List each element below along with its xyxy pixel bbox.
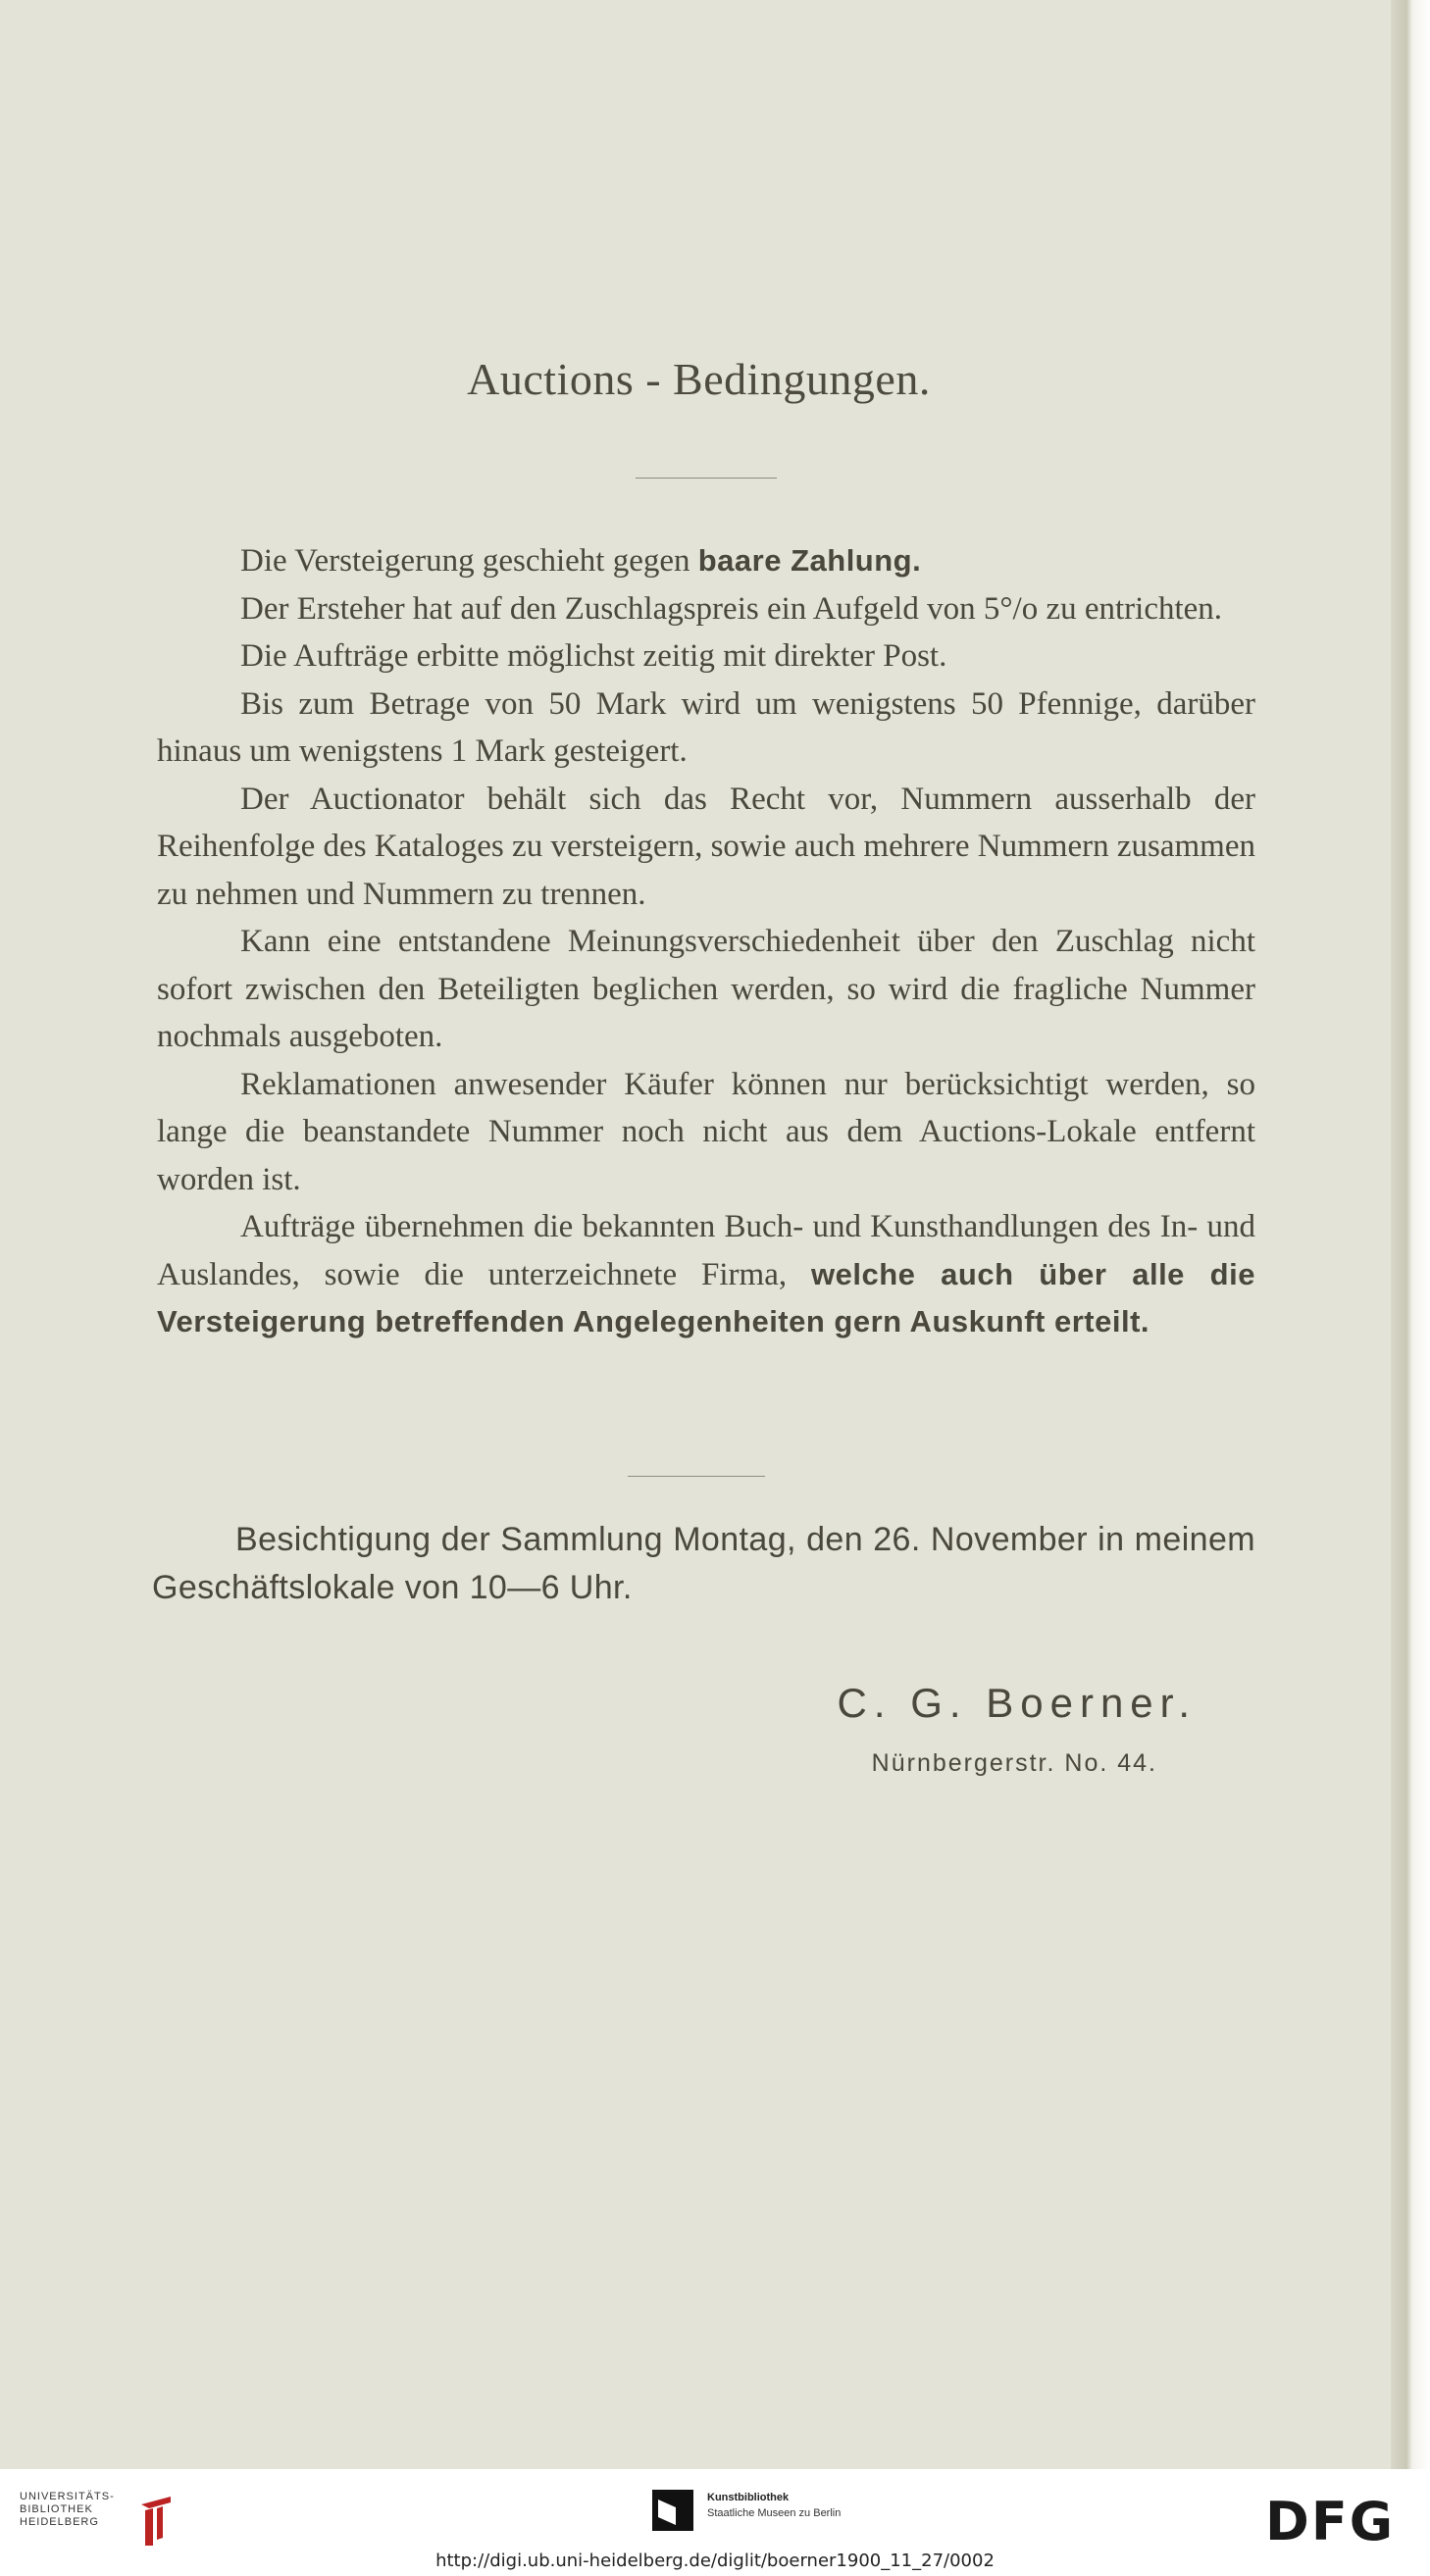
emphasized-text: baare Zahlung. [697, 543, 922, 578]
paragraph-text: Die Aufträge erbitte möglichst zeitig mit direkter Post. [240, 638, 947, 674]
auction-conditions [157, 537, 1255, 1346]
dfg-logo[interactable]: DFG [1265, 2491, 1396, 2552]
kunstbibliothek-name: Kunstbibliothek [707, 2492, 790, 2503]
ub-emblem-icon [129, 2491, 188, 2550]
paragraph-text: Der Auctionator behält sich das Recht vor, Nummern ausserhalb der Reihenfolge des Kataloges zu versteigern, sowie auch mehrere Nummern zusammen zu nehmen und Nummern zu trennen. [157, 781, 1255, 912]
condition-paragraph [157, 1061, 1255, 1204]
paragraph-text: Die Versteigerung geschieht gegen [240, 543, 698, 579]
condition-paragraph [157, 1203, 1255, 1346]
condition-paragraph [157, 918, 1255, 1061]
condition-paragraph [157, 537, 1255, 585]
emphasized-text: welche auch über alle die Versteigerung betreffenden Angelegenheiten gern Auskunft erteilt. [157, 1256, 1255, 1339]
paragraph-text: Kann eine entstandene Meinungsverschiedenheit über den Zuschlag nicht sofort zwischen den Beteiligten beglichen werden, so wird die fragliche Nummer nochmals ausgeboten. [157, 924, 1255, 1054]
page-url[interactable]: http://digi.ub.uni-heidelberg.de/diglit/boerner1900_11_27/0002 [435, 2551, 995, 2571]
condition-paragraph [157, 776, 1255, 919]
signature-address: Nürnbergerstr. No. 44. [871, 1749, 1157, 1777]
kunstbibliothek-icon [652, 2490, 693, 2531]
title-divider [636, 478, 777, 479]
ub-logo-line: HEIDELBERG [20, 2516, 99, 2528]
ub-logo-line: BIBLIOTHEK [20, 2503, 93, 2515]
page-title: Auctions - Bedingungen. [467, 354, 931, 404]
ub-heidelberg-logo[interactable] [20, 2491, 177, 2550]
section-divider [628, 1476, 765, 1477]
paragraph-text: Der Ersteher hat auf den Zuschlagspreis ein Aufgeld von 5°/o zu entrichten. [240, 590, 1223, 627]
condition-paragraph [157, 632, 1255, 681]
kunstbibliothek-logo[interactable] [652, 2490, 878, 2539]
paragraph-text: Aufträge übernehmen die bekannten Buch- und Kunsthandlungen des In- und Auslandes, sowie die unterzeichnete Firma, [157, 1209, 1255, 1292]
paragraph-text: Reklamationen anwesender Käufer können nur berücksichtigt werden, so lange die beanstandete Nummer noch nicht aus dem Auctions-Lokale entfernt worden ist. [157, 1066, 1255, 1197]
kunstbibliothek-subtitle: Staatliche Museen zu Berlin [707, 2507, 842, 2519]
condition-paragraph [157, 585, 1255, 633]
paragraph-text: Bis zum Betrage von 50 Mark wird um wenigstens 50 Pfennige, darüber hinaus um wenigstens 1 Mark gesteigert. [157, 685, 1255, 769]
ub-logo-line: UNIVERSITÄTS- [20, 2491, 115, 2502]
visit-notice: Besichtigung der Sammlung Montag, den 26. November in meinem Geschäftslokale von 10—6 Uhr. [152, 1521, 1255, 1606]
condition-paragraph [157, 681, 1255, 776]
signature-name: C. G. Boerner. [837, 1680, 1197, 1726]
